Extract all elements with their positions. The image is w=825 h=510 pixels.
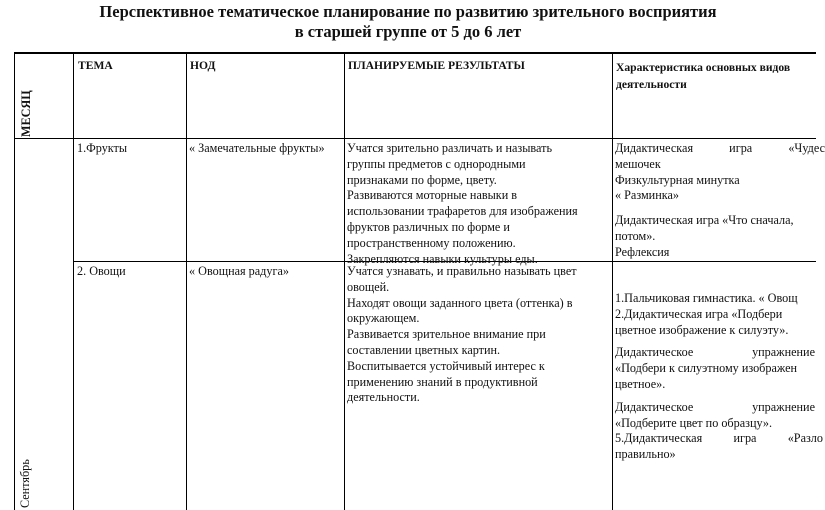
result-line: Учатся узнавать, и правильно называть цвет (347, 264, 577, 278)
header-activities-line-1: Характеристика основных видов (616, 61, 791, 74)
result-line: овощей. (347, 279, 390, 294)
col-divider-nod (344, 52, 345, 510)
activity-text: игра (729, 141, 753, 155)
result-line: фруктов различных по форме и (347, 219, 510, 234)
activity-line (615, 431, 823, 447)
result-line: Развиваются моторные навыки в (347, 188, 518, 203)
table-border-top (14, 52, 816, 54)
row2-topic: 2. Овощи (77, 264, 126, 278)
result-line: пространственному положению. (347, 235, 516, 250)
col-divider-topic (186, 52, 187, 510)
activity-line: Физкультурная минутка (615, 172, 740, 187)
header-results: ПЛАНИРУЕМЫЕ РЕЗУЛЬТАТЫ (348, 59, 525, 72)
result-line: признаками по форме, цвету. (347, 172, 497, 187)
row2-results (347, 264, 611, 406)
title-line-1: Перспективное тематическое планирование по развитию зрительного восприятия (99, 2, 717, 21)
result-line: Развивается зрительное внимание при (347, 327, 546, 342)
row1-results (347, 141, 611, 267)
activity-line: Рефлексия (615, 244, 670, 259)
activity-line: «Подберите цвет по образцу». (615, 415, 773, 430)
activity-line: 1.Пальчиковая гимнастика. « Овощ (615, 291, 798, 305)
table-border-left (14, 52, 15, 510)
result-line: группы предметов с однородными (347, 156, 526, 171)
activity-text: упражнение (752, 399, 815, 414)
activity-line: потом». (615, 228, 656, 243)
result-line: Находят овощи заданного цвета (оттенка) в (347, 295, 573, 310)
activity-line: мешочек (615, 156, 661, 171)
header-activities (616, 59, 816, 93)
result-line: Закрепляются навыки культуры еды. (347, 251, 538, 266)
row2-nod: « Овощная радуга» (189, 264, 289, 278)
activity-text: «Чудес (788, 141, 825, 155)
header-nod: НОД (190, 59, 216, 72)
activity-text: Дидактическое (615, 399, 694, 414)
activity-line: цветное изображение к силуэту». (615, 322, 789, 337)
activity-text: упражнение (752, 345, 815, 360)
row1-nod: « Замечательные фрукты» (189, 141, 325, 155)
activity-line: « Разминка» (615, 188, 679, 203)
activity-line (615, 141, 825, 157)
month-value: Сентябрь (18, 459, 32, 508)
col-divider-month (73, 52, 74, 510)
header-month: МЕСЯЦ (19, 90, 33, 137)
activity-text: Дидактическое (615, 345, 694, 360)
result-line: окружающем. (347, 311, 420, 326)
activity-line: правильно» (615, 447, 676, 462)
activity-text: игра (733, 431, 757, 446)
result-line: применению знаний в продуктивной (347, 374, 538, 389)
activity-text: 5.Дидактическая (615, 431, 703, 446)
row1-activities (615, 141, 825, 261)
header-topic: ТЕМА (78, 59, 113, 72)
activity-line (615, 345, 815, 361)
result-line: составлении цветных картин. (347, 342, 501, 357)
activity-line: 2.Дидактическая игра «Подбери (615, 306, 783, 321)
result-line: Воспитывается устойчивый интерес к (347, 358, 545, 373)
result-line: деятельности. (347, 390, 420, 405)
header-activities-line-2: деятельности (616, 78, 687, 91)
activity-line: «Подбери к силуэтному изображен (615, 361, 798, 376)
activity-text: «Разло (787, 431, 823, 446)
activity-line: цветное». (615, 376, 666, 391)
activity-line: Дидактическая игра «Что сначала, (615, 213, 794, 228)
title-line-2: в старшей группе от 5 до 6 лет (294, 22, 522, 41)
row2-activities (615, 291, 823, 463)
activity-line (615, 400, 815, 416)
result-line: Учатся зрительно различать и называть (347, 141, 553, 155)
result-line: использовании трафаретов для изображения (347, 204, 578, 219)
page-title (0, 2, 816, 42)
row1-topic: 1.Фрукты (77, 141, 128, 155)
table-header-divider (14, 138, 816, 139)
activity-text: Дидактическая (615, 141, 694, 155)
col-divider-results (612, 52, 613, 510)
